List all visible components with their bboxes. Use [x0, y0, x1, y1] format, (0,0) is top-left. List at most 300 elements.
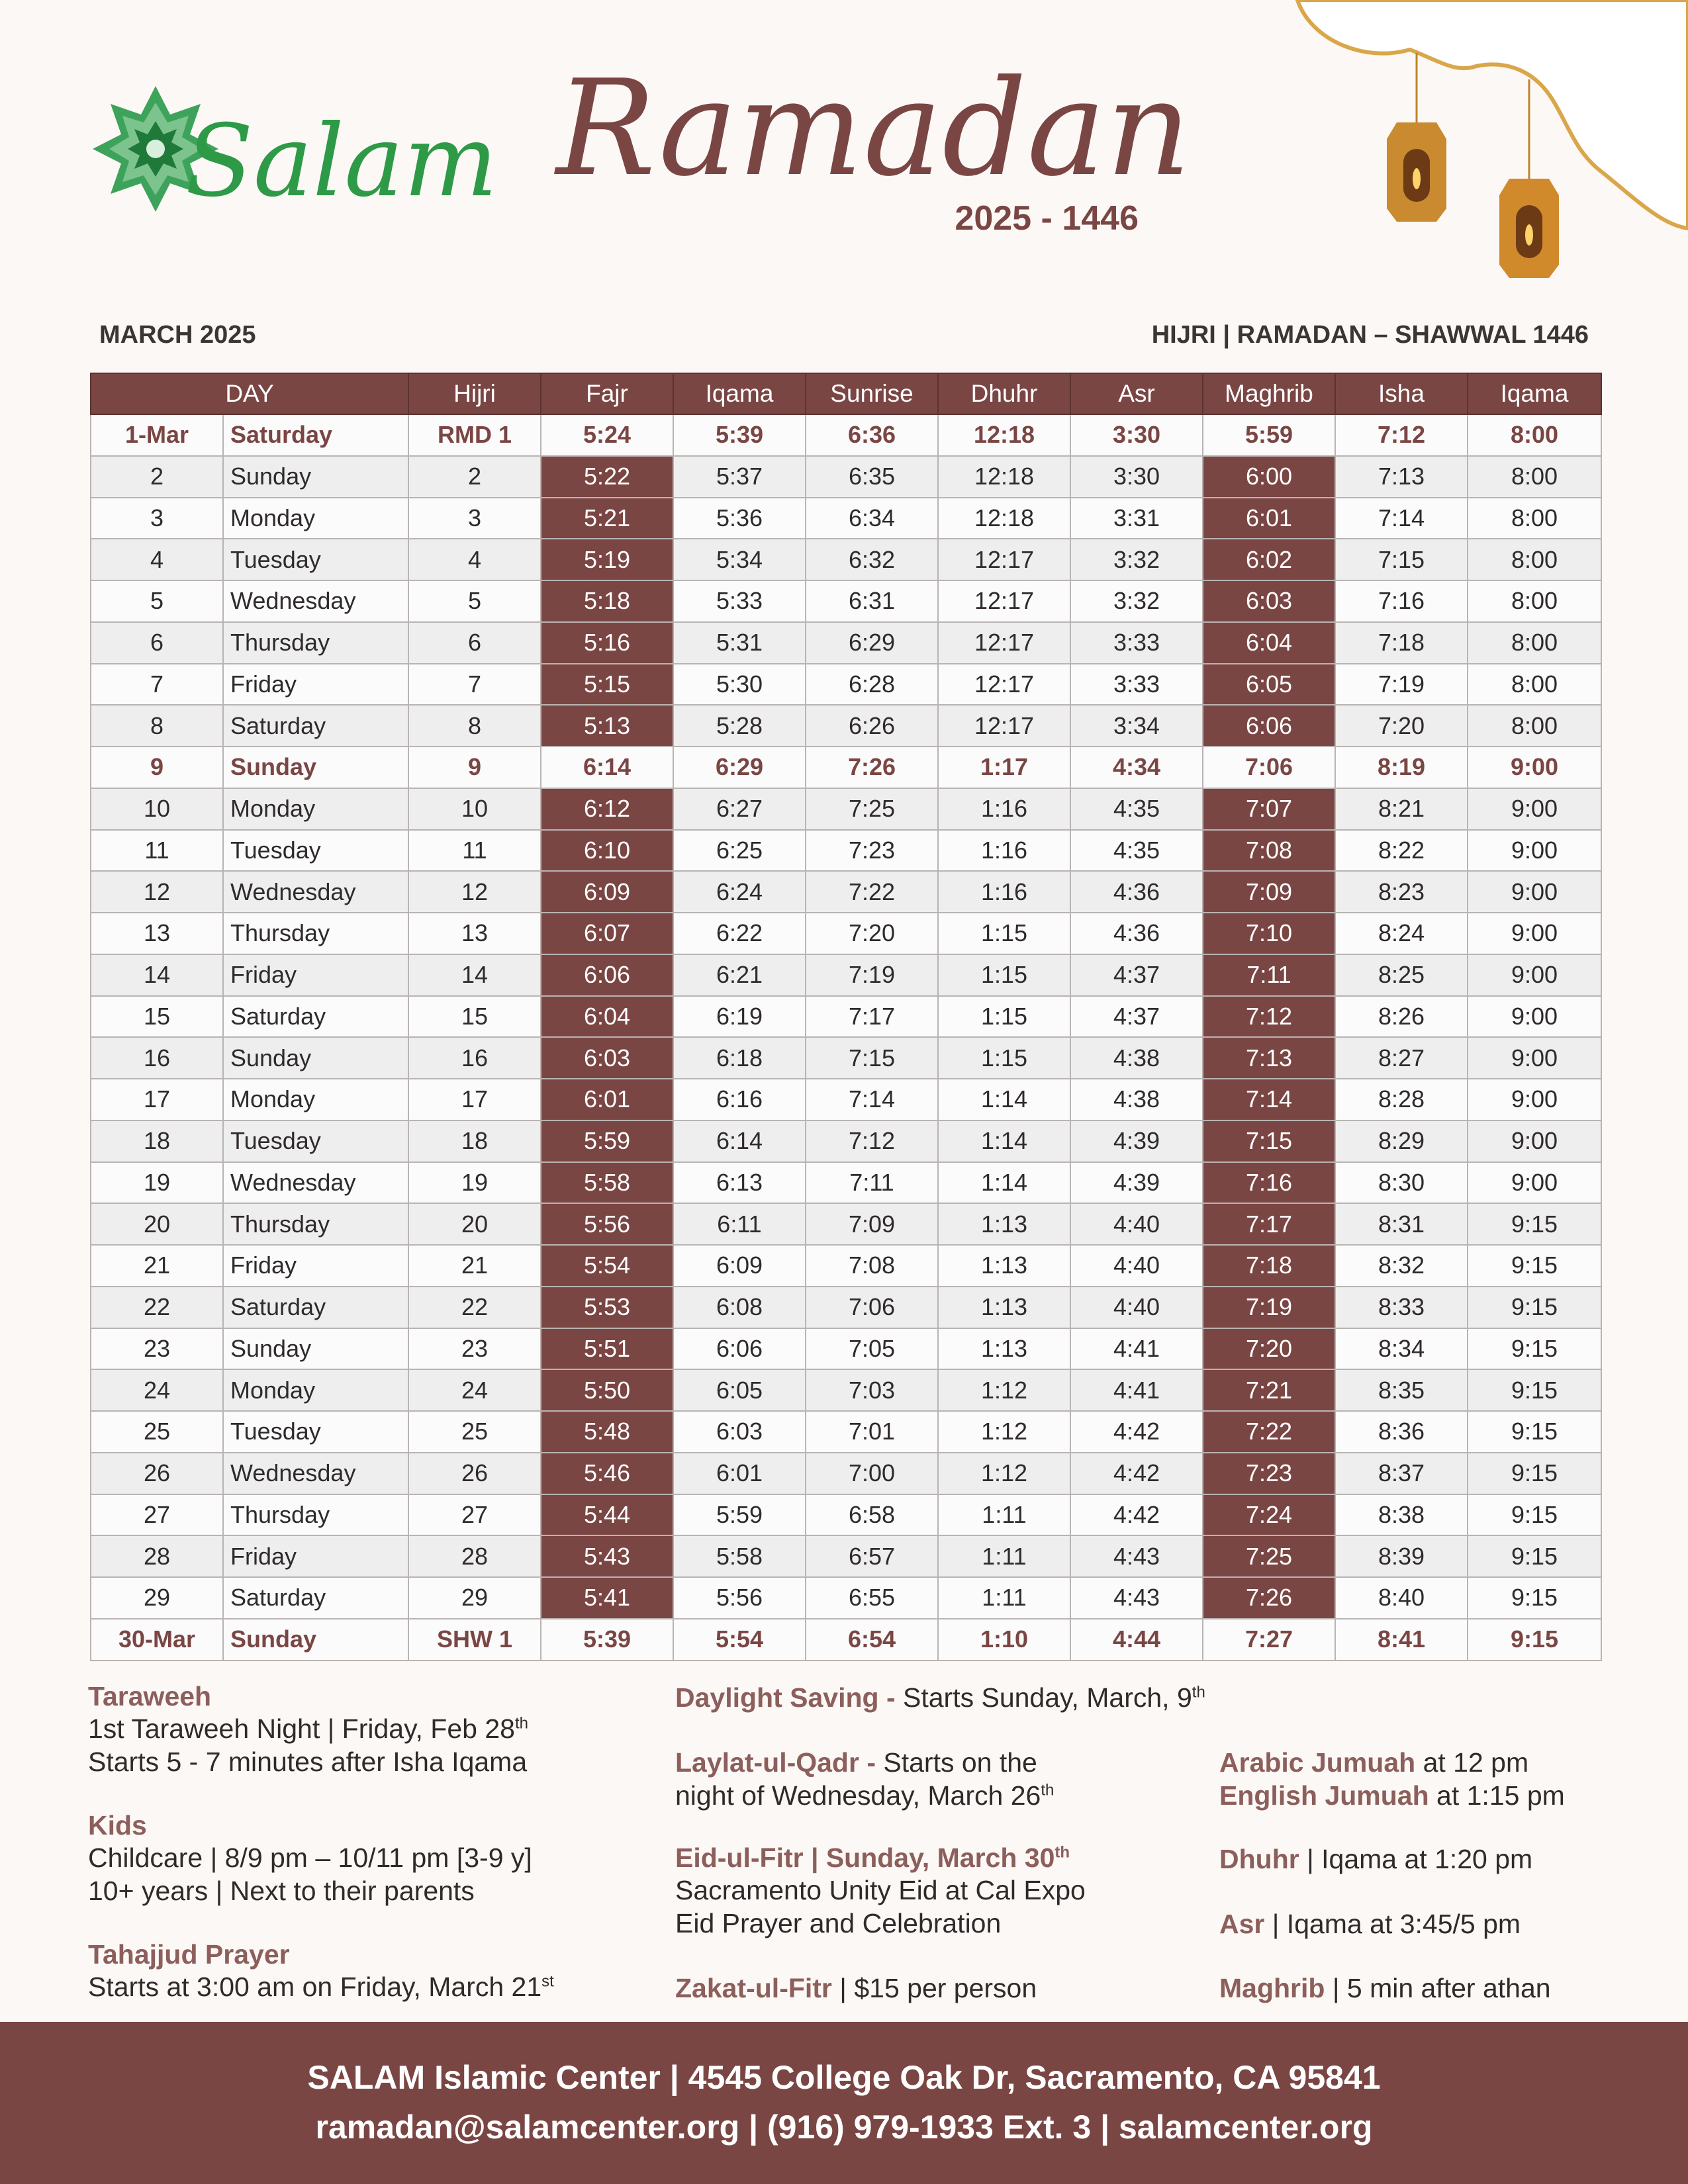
- maghrib-cell: 7:27: [1203, 1619, 1335, 1661]
- sunrise-cell: 6:35: [806, 456, 938, 498]
- dhuhr-cell: 1:17: [938, 747, 1070, 788]
- maghrib-cell: 7:26: [1203, 1577, 1335, 1619]
- isha-iqama-cell: 9:15: [1468, 1287, 1601, 1328]
- maghrib-cell: 7:08: [1203, 830, 1335, 872]
- isha-cell: 8:28: [1335, 1079, 1468, 1120]
- col-header: Maghrib: [1203, 373, 1335, 414]
- note-heading: Tahajjud Prayer: [88, 1939, 290, 1970]
- weekday-cell: Saturday: [223, 705, 408, 747]
- fajr-iqama-cell: 6:24: [673, 871, 806, 913]
- table-row: [91, 539, 1601, 580]
- fajr-iqama-cell: 5:39: [673, 414, 806, 456]
- ordinal-suffix: th: [1041, 1781, 1055, 1799]
- sunrise-cell: 6:54: [806, 1619, 938, 1661]
- weekday-cell: Sunday: [223, 747, 408, 788]
- note-laylat-ul-qadr: [675, 1746, 1054, 1812]
- weekday-cell: Friday: [223, 664, 408, 705]
- note-text: 1st Taraweeh Night | Friday, Feb 28: [88, 1713, 515, 1744]
- isha-iqama-cell: 9:15: [1468, 1453, 1601, 1494]
- note-text: Starts on the: [875, 1747, 1037, 1778]
- sunrise-cell: 7:19: [806, 954, 938, 996]
- sunrise-cell: 7:09: [806, 1203, 938, 1245]
- day-cell: 27: [91, 1494, 223, 1536]
- asr-cell: 4:40: [1070, 1203, 1203, 1245]
- dhuhr-cell: 1:12: [938, 1411, 1070, 1453]
- weekday-cell: Tuesday: [223, 539, 408, 580]
- col-header: Fajr: [541, 373, 673, 414]
- asr-cell: 3:30: [1070, 414, 1203, 456]
- note-asr: [1219, 1907, 1521, 1940]
- day-cell: 10: [91, 788, 223, 830]
- fajr-cell: 6:12: [541, 788, 673, 830]
- hijri-cell: 29: [408, 1577, 541, 1619]
- sunrise-cell: 6:28: [806, 664, 938, 705]
- fajr-cell: 5:51: [541, 1328, 673, 1370]
- asr-cell: 4:44: [1070, 1619, 1203, 1661]
- fajr-cell: 5:41: [541, 1577, 673, 1619]
- weekday-cell: Tuesday: [223, 830, 408, 872]
- note-text: Sacramento Unity Eid at Cal Expo: [675, 1875, 1086, 1905]
- sunrise-cell: 7:11: [806, 1162, 938, 1204]
- col-header: Iqama: [673, 373, 806, 414]
- fajr-cell: 5:21: [541, 498, 673, 539]
- dhuhr-cell: 12:18: [938, 498, 1070, 539]
- hijri-cell: 14: [408, 954, 541, 996]
- weekday-cell: Saturday: [223, 1577, 408, 1619]
- note-text: at 1:15 pm: [1429, 1780, 1565, 1811]
- weekday-cell: Monday: [223, 788, 408, 830]
- isha-iqama-cell: 9:00: [1468, 913, 1601, 954]
- maghrib-cell: 7:16: [1203, 1162, 1335, 1204]
- hijri-cell: 7: [408, 664, 541, 705]
- asr-cell: 3:31: [1070, 498, 1203, 539]
- fajr-iqama-cell: 5:28: [673, 705, 806, 747]
- isha-cell: 7:13: [1335, 456, 1468, 498]
- fajr-iqama-cell: 6:13: [673, 1162, 806, 1204]
- maghrib-cell: 7:20: [1203, 1328, 1335, 1370]
- maghrib-cell: 6:05: [1203, 664, 1335, 705]
- sunrise-cell: 6:58: [806, 1494, 938, 1536]
- note-text: Childcare | 8/9 pm – 10/11 pm [3-9 y]: [88, 1843, 532, 1873]
- day-cell: 16: [91, 1037, 223, 1079]
- maghrib-cell: 7:18: [1203, 1245, 1335, 1287]
- day-cell: 12: [91, 871, 223, 913]
- note-heading: Arabic Jumuah: [1219, 1747, 1416, 1778]
- weekday-cell: Friday: [223, 1245, 408, 1287]
- maghrib-cell: 7:06: [1203, 747, 1335, 788]
- note-text: | Iqama at 3:45/5 pm: [1264, 1909, 1521, 1939]
- sunrise-cell: 6:32: [806, 539, 938, 580]
- isha-cell: 8:39: [1335, 1535, 1468, 1577]
- table-row: [91, 830, 1601, 872]
- isha-iqama-cell: 8:00: [1468, 622, 1601, 664]
- fajr-cell: 5:16: [541, 622, 673, 664]
- dhuhr-cell: 1:13: [938, 1287, 1070, 1328]
- asr-cell: 4:36: [1070, 871, 1203, 913]
- note-dhuhr: [1219, 1843, 1532, 1876]
- weekday-cell: Monday: [223, 1079, 408, 1120]
- note-tahajjud: [88, 1939, 554, 2003]
- day-cell: 23: [91, 1328, 223, 1370]
- isha-iqama-cell: 9:15: [1468, 1619, 1601, 1661]
- maghrib-cell: 7:13: [1203, 1037, 1335, 1079]
- note-taraweeh: [88, 1681, 528, 1778]
- asr-cell: 3:32: [1070, 580, 1203, 622]
- table-row: [91, 1120, 1601, 1162]
- fajr-cell: 5:59: [541, 1120, 673, 1162]
- note-heading: Laylat-ul-Qadr -: [675, 1747, 876, 1778]
- prayer-timetable: [90, 373, 1601, 1661]
- col-header: Iqama: [1468, 373, 1601, 414]
- note-text: | 5 min after athan: [1325, 1973, 1551, 2003]
- maghrib-cell: 7:09: [1203, 871, 1335, 913]
- isha-cell: 8:26: [1335, 996, 1468, 1038]
- asr-cell: 4:37: [1070, 954, 1203, 996]
- isha-cell: 8:30: [1335, 1162, 1468, 1204]
- hijri-cell: 13: [408, 913, 541, 954]
- sunrise-cell: 7:14: [806, 1079, 938, 1120]
- weekday-cell: Wednesday: [223, 580, 408, 622]
- isha-iqama-cell: 9:15: [1468, 1494, 1601, 1536]
- asr-cell: 4:41: [1070, 1328, 1203, 1370]
- note-text: at 12 pm: [1415, 1747, 1529, 1778]
- fajr-cell: 5:48: [541, 1411, 673, 1453]
- isha-iqama-cell: 9:15: [1468, 1203, 1601, 1245]
- asr-cell: 4:35: [1070, 788, 1203, 830]
- fajr-iqama-cell: 6:16: [673, 1079, 806, 1120]
- table-row: [91, 913, 1601, 954]
- table-row: [91, 622, 1601, 664]
- footer-address: SALAM Islamic Center | 4545 College Oak Dr, Sacramento, CA 95841: [307, 2059, 1381, 2096]
- fajr-cell: 5:58: [541, 1162, 673, 1204]
- asr-cell: 4:36: [1070, 913, 1203, 954]
- hijri-cell: 18: [408, 1120, 541, 1162]
- isha-cell: 7:15: [1335, 539, 1468, 580]
- maghrib-cell: 6:01: [1203, 498, 1335, 539]
- fajr-cell: 5:43: [541, 1535, 673, 1577]
- fajr-iqama-cell: 6:01: [673, 1453, 806, 1494]
- day-cell: 6: [91, 622, 223, 664]
- fajr-iqama-cell: 6:22: [673, 913, 806, 954]
- asr-cell: 3:33: [1070, 622, 1203, 664]
- isha-cell: 8:27: [1335, 1037, 1468, 1079]
- note-heading: Dhuhr: [1219, 1844, 1299, 1874]
- fajr-iqama-cell: 6:14: [673, 1120, 806, 1162]
- day-cell: 24: [91, 1369, 223, 1411]
- isha-iqama-cell: 9:00: [1468, 830, 1601, 872]
- fajr-cell: 5:24: [541, 414, 673, 456]
- isha-cell: 7:18: [1335, 622, 1468, 664]
- asr-cell: 3:34: [1070, 705, 1203, 747]
- table-row: [91, 1203, 1601, 1245]
- weekday-cell: Wednesday: [223, 1162, 408, 1204]
- dhuhr-cell: 1:16: [938, 788, 1070, 830]
- isha-iqama-cell: 8:00: [1468, 664, 1601, 705]
- fajr-cell: 5:46: [541, 1453, 673, 1494]
- note-text: Eid Prayer and Celebration: [675, 1908, 1002, 1939]
- page-title: Ramadan: [556, 52, 1192, 206]
- isha-iqama-cell: 8:00: [1468, 539, 1601, 580]
- fajr-cell: 5:50: [541, 1369, 673, 1411]
- hijri-cell: 20: [408, 1203, 541, 1245]
- isha-iqama-cell: 9:00: [1468, 788, 1601, 830]
- hijri-cell: 12: [408, 871, 541, 913]
- asr-cell: 3:32: [1070, 539, 1203, 580]
- day-cell: 25: [91, 1411, 223, 1453]
- table-row: [91, 1411, 1601, 1453]
- dhuhr-cell: 1:13: [938, 1245, 1070, 1287]
- day-cell: 15: [91, 996, 223, 1038]
- maghrib-cell: 6:02: [1203, 539, 1335, 580]
- note-text: | Iqama at 1:20 pm: [1299, 1844, 1533, 1874]
- fajr-iqama-cell: 5:30: [673, 664, 806, 705]
- table-row: [91, 1535, 1601, 1577]
- isha-cell: 8:35: [1335, 1369, 1468, 1411]
- dhuhr-cell: 1:14: [938, 1079, 1070, 1120]
- note-heading: English Jumuah: [1219, 1780, 1429, 1811]
- table-row: [91, 1037, 1601, 1079]
- isha-cell: 8:23: [1335, 871, 1468, 913]
- isha-iqama-cell: 9:15: [1468, 1577, 1601, 1619]
- isha-cell: 7:14: [1335, 498, 1468, 539]
- asr-cell: 4:34: [1070, 747, 1203, 788]
- isha-iqama-cell: 9:00: [1468, 954, 1601, 996]
- table-row: [91, 1287, 1601, 1328]
- fajr-iqama-cell: 6:09: [673, 1245, 806, 1287]
- hijri-cell: RMD 1: [408, 414, 541, 456]
- dhuhr-cell: 1:12: [938, 1453, 1070, 1494]
- table-row: [91, 1369, 1601, 1411]
- hijri-cell: 2: [408, 456, 541, 498]
- maghrib-cell: 7:14: [1203, 1079, 1335, 1120]
- col-header: Dhuhr: [938, 373, 1070, 414]
- hijri-cell: 6: [408, 622, 541, 664]
- hijri-cell: 3: [408, 498, 541, 539]
- maghrib-cell: 6:00: [1203, 456, 1335, 498]
- isha-cell: 8:37: [1335, 1453, 1468, 1494]
- fajr-cell: 5:22: [541, 456, 673, 498]
- maghrib-cell: 7:17: [1203, 1203, 1335, 1245]
- table-row: [91, 1577, 1601, 1619]
- isha-iqama-cell: 8:00: [1468, 456, 1601, 498]
- sunrise-cell: 7:12: [806, 1120, 938, 1162]
- dhuhr-cell: 1:16: [938, 830, 1070, 872]
- isha-iqama-cell: 9:00: [1468, 747, 1601, 788]
- table-row: [91, 498, 1601, 539]
- isha-cell: 8:21: [1335, 788, 1468, 830]
- salam-logo: [86, 69, 498, 268]
- hijri-cell: 10: [408, 788, 541, 830]
- hijri-label: HIJRI | RAMADAN – SHAWWAL 1446: [1151, 321, 1589, 349]
- table-row: [91, 788, 1601, 830]
- day-cell: 29: [91, 1577, 223, 1619]
- weekday-cell: Wednesday: [223, 1453, 408, 1494]
- fajr-iqama-cell: 5:33: [673, 580, 806, 622]
- note-kids: [88, 1810, 532, 1907]
- isha-iqama-cell: 9:00: [1468, 1120, 1601, 1162]
- note-heading: Taraweeh: [88, 1681, 212, 1711]
- dhuhr-cell: 1:11: [938, 1577, 1070, 1619]
- weekday-cell: Monday: [223, 498, 408, 539]
- asr-cell: 4:43: [1070, 1535, 1203, 1577]
- table-row: [91, 1245, 1601, 1287]
- sunrise-cell: 7:03: [806, 1369, 938, 1411]
- table-row: [91, 1162, 1601, 1204]
- asr-cell: 4:39: [1070, 1162, 1203, 1204]
- dhuhr-cell: 1:12: [938, 1369, 1070, 1411]
- col-header: Sunrise: [806, 373, 938, 414]
- footer: [0, 2022, 1688, 2184]
- table-row: [91, 1494, 1601, 1536]
- dhuhr-cell: 1:15: [938, 1037, 1070, 1079]
- weekday-cell: Sunday: [223, 1619, 408, 1661]
- isha-cell: 8:32: [1335, 1245, 1468, 1287]
- maghrib-cell: 7:15: [1203, 1120, 1335, 1162]
- weekday-cell: Thursday: [223, 622, 408, 664]
- dhuhr-cell: 12:17: [938, 580, 1070, 622]
- fajr-iqama-cell: 5:37: [673, 456, 806, 498]
- fajr-iqama-cell: 5:59: [673, 1494, 806, 1536]
- note-zakat: [675, 1972, 1037, 2005]
- dhuhr-cell: 1:13: [938, 1203, 1070, 1245]
- day-cell: 11: [91, 830, 223, 872]
- maghrib-cell: 7:19: [1203, 1287, 1335, 1328]
- col-header: Hijri: [408, 373, 541, 414]
- maghrib-cell: 6:04: [1203, 622, 1335, 664]
- isha-cell: 8:31: [1335, 1203, 1468, 1245]
- sunrise-cell: 6:57: [806, 1535, 938, 1577]
- day-cell: 1-Mar: [91, 414, 223, 456]
- isha-cell: 7:20: [1335, 705, 1468, 747]
- isha-iqama-cell: 9:00: [1468, 871, 1601, 913]
- dhuhr-cell: 1:15: [938, 996, 1070, 1038]
- fajr-iqama-cell: 6:06: [673, 1328, 806, 1370]
- weekday-cell: Wednesday: [223, 871, 408, 913]
- isha-iqama-cell: 9:15: [1468, 1245, 1601, 1287]
- fajr-cell: 5:19: [541, 539, 673, 580]
- note-heading: Daylight Saving -: [675, 1682, 896, 1713]
- table-header: [91, 373, 1601, 414]
- day-cell: 13: [91, 913, 223, 954]
- col-header: Asr: [1070, 373, 1203, 414]
- fajr-iqama-cell: 5:31: [673, 622, 806, 664]
- maghrib-cell: 7:11: [1203, 954, 1335, 996]
- dhuhr-cell: 12:18: [938, 414, 1070, 456]
- day-cell: 7: [91, 664, 223, 705]
- table-row: [91, 871, 1601, 913]
- fajr-iqama-cell: 6:03: [673, 1411, 806, 1453]
- fajr-cell: 5:54: [541, 1245, 673, 1287]
- note-heading: Zakat-ul-Fitr: [675, 1973, 832, 2003]
- asr-cell: 4:41: [1070, 1369, 1203, 1411]
- asr-cell: 4:40: [1070, 1245, 1203, 1287]
- fajr-cell: 6:06: [541, 954, 673, 996]
- fajr-cell: 5:56: [541, 1203, 673, 1245]
- fajr-cell: 5:13: [541, 705, 673, 747]
- isha-iqama-cell: 9:00: [1468, 1037, 1601, 1079]
- sunrise-cell: 6:36: [806, 414, 938, 456]
- isha-cell: 7:12: [1335, 414, 1468, 456]
- fajr-iqama-cell: 5:36: [673, 498, 806, 539]
- day-cell: 2: [91, 456, 223, 498]
- dhuhr-cell: 1:10: [938, 1619, 1070, 1661]
- note-eid: [675, 1843, 1086, 1940]
- asr-cell: 3:33: [1070, 664, 1203, 705]
- day-cell: 18: [91, 1120, 223, 1162]
- ordinal-suffix: th: [1055, 1843, 1070, 1862]
- asr-cell: 4:37: [1070, 996, 1203, 1038]
- maghrib-cell: 5:59: [1203, 414, 1335, 456]
- note-heading: Kids: [88, 1810, 147, 1841]
- lantern-icon: [1387, 122, 1446, 222]
- note-text: | $15 per person: [831, 1973, 1037, 2003]
- day-cell: 19: [91, 1162, 223, 1204]
- fajr-iqama-cell: 6:27: [673, 788, 806, 830]
- day-cell: 9: [91, 747, 223, 788]
- fajr-cell: 5:15: [541, 664, 673, 705]
- fajr-iqama-cell: 6:18: [673, 1037, 806, 1079]
- dhuhr-cell: 12:17: [938, 539, 1070, 580]
- asr-cell: 4:38: [1070, 1079, 1203, 1120]
- sunrise-cell: 7:00: [806, 1453, 938, 1494]
- isha-iqama-cell: 9:00: [1468, 1162, 1601, 1204]
- hijri-cell: 17: [408, 1079, 541, 1120]
- fajr-iqama-cell: 6:29: [673, 747, 806, 788]
- maghrib-cell: 7:23: [1203, 1453, 1335, 1494]
- table-row: [91, 1328, 1601, 1370]
- maghrib-cell: 6:06: [1203, 705, 1335, 747]
- table-row: [91, 1619, 1601, 1661]
- table-row: [91, 705, 1601, 747]
- fajr-cell: 6:09: [541, 871, 673, 913]
- fajr-iqama-cell: 6:25: [673, 830, 806, 872]
- dhuhr-cell: 1:11: [938, 1494, 1070, 1536]
- isha-cell: 8:38: [1335, 1494, 1468, 1536]
- fajr-cell: 5:53: [541, 1287, 673, 1328]
- sunrise-cell: 7:23: [806, 830, 938, 872]
- dhuhr-cell: 1:15: [938, 913, 1070, 954]
- weekday-cell: Sunday: [223, 1037, 408, 1079]
- hijri-cell: 21: [408, 1245, 541, 1287]
- hijri-cell: 27: [408, 1494, 541, 1536]
- asr-cell: 4:38: [1070, 1037, 1203, 1079]
- dhuhr-cell: 1:14: [938, 1162, 1070, 1204]
- maghrib-cell: 7:07: [1203, 788, 1335, 830]
- day-cell: 26: [91, 1453, 223, 1494]
- maghrib-cell: 7:12: [1203, 996, 1335, 1038]
- isha-iqama-cell: 8:00: [1468, 580, 1601, 622]
- month-label: MARCH 2025: [99, 321, 256, 349]
- hijri-cell: 19: [408, 1162, 541, 1204]
- table-row: [91, 954, 1601, 996]
- fajr-iqama-cell: 6:21: [673, 954, 806, 996]
- sunrise-cell: 7:08: [806, 1245, 938, 1287]
- fajr-cell: 5:39: [541, 1619, 673, 1661]
- note-heading: Asr: [1219, 1909, 1265, 1939]
- sunrise-cell: 7:22: [806, 871, 938, 913]
- weekday-cell: Tuesday: [223, 1120, 408, 1162]
- asr-cell: 4:43: [1070, 1577, 1203, 1619]
- day-cell: 20: [91, 1203, 223, 1245]
- asr-cell: 3:30: [1070, 456, 1203, 498]
- hijri-cell: 16: [408, 1037, 541, 1079]
- weekday-cell: Thursday: [223, 1203, 408, 1245]
- weekday-cell: Thursday: [223, 913, 408, 954]
- weekday-cell: Saturday: [223, 1287, 408, 1328]
- table-row: [91, 664, 1601, 705]
- fajr-iqama-cell: 5:58: [673, 1535, 806, 1577]
- isha-cell: 8:25: [1335, 954, 1468, 996]
